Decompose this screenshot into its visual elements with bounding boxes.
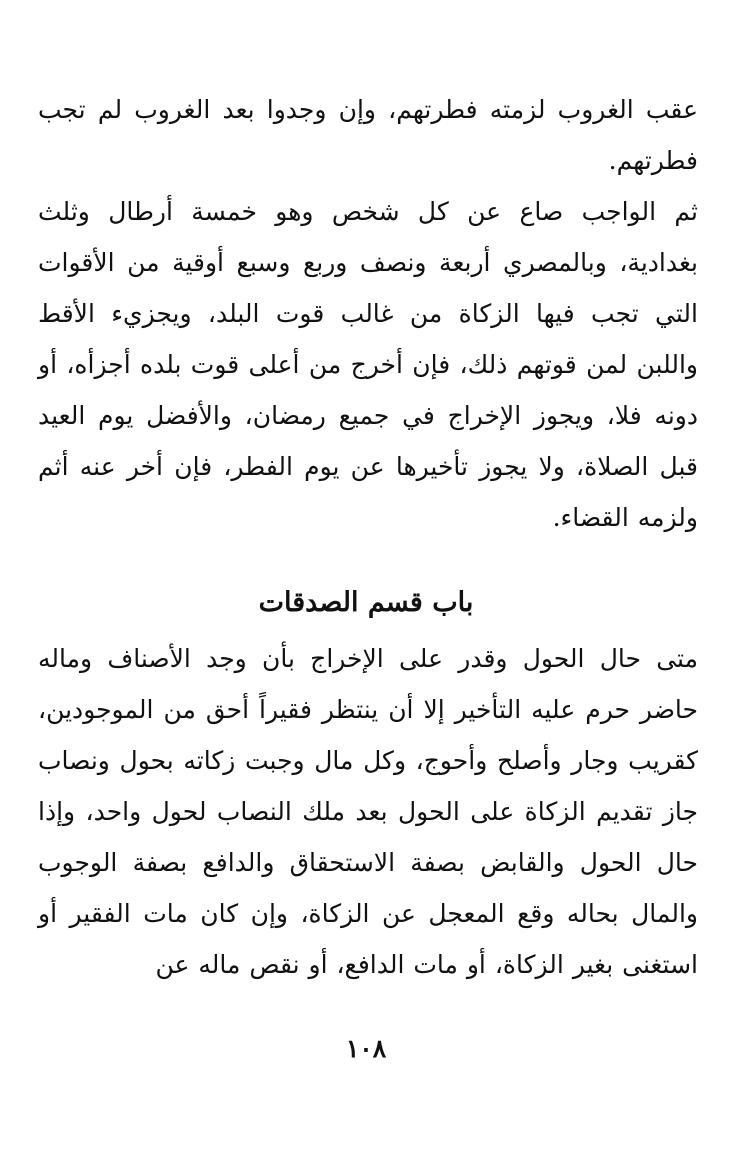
paragraph: متى حال الحول وقدر على الإخراج بأن وجد الأصناف وماله حاضر حرم عليه التأخير إلا أن ينتظر فقيراً أحق من الموجودين، كقريب وجار وأصلح وأحوج، وكل مال وجبت زكاته بحول ونصاب جاز تقديم الزكاة على الحول بعد ملك النصاب لحول واحد، وإذا حال الحول والقابض بصفة الاستحقاق والدافع بصفة الوجوب والمال بحاله وقع المعجل عن الزكاة، وإن كان مات الفقير أو استغنى بغير الزكاة، أو مات الدافع، أو نقص ماله عن (38, 644, 698, 979)
text-block-top (38, 84, 698, 543)
section-heading: باب قسم الصدقات (258, 587, 474, 618)
page-number: ١٠٨ (345, 1034, 387, 1063)
text-block-bottom (38, 633, 698, 990)
paragraph: عقب الغروب لزمته فطرتهم، وإن وجدوا بعد الغروب لم تجب فطرتهم. (38, 95, 698, 175)
paragraph: ثم الواجب صاع عن كل شخص وهو خمسة أرطال وثلث بغدادية، وبالمصري أربعة ونصف وربع وسبع أوقية من الأقوات التي تجب فيها الزكاة من غالب قوت البلد، ويجزيء الأقط واللبن لمن قوتهم ذلك، فإن أخرج من أعلى قوت بلده أجزأه، أو دونه فلا، ويجوز الإخراج في جميع رمضان، والأفضل يوم العيد قبل الصلاة، ولا يجوز تأخيرها عن يوم الفطر، فإن أخر عنه أثم ولزمه القضاء. (38, 197, 698, 532)
